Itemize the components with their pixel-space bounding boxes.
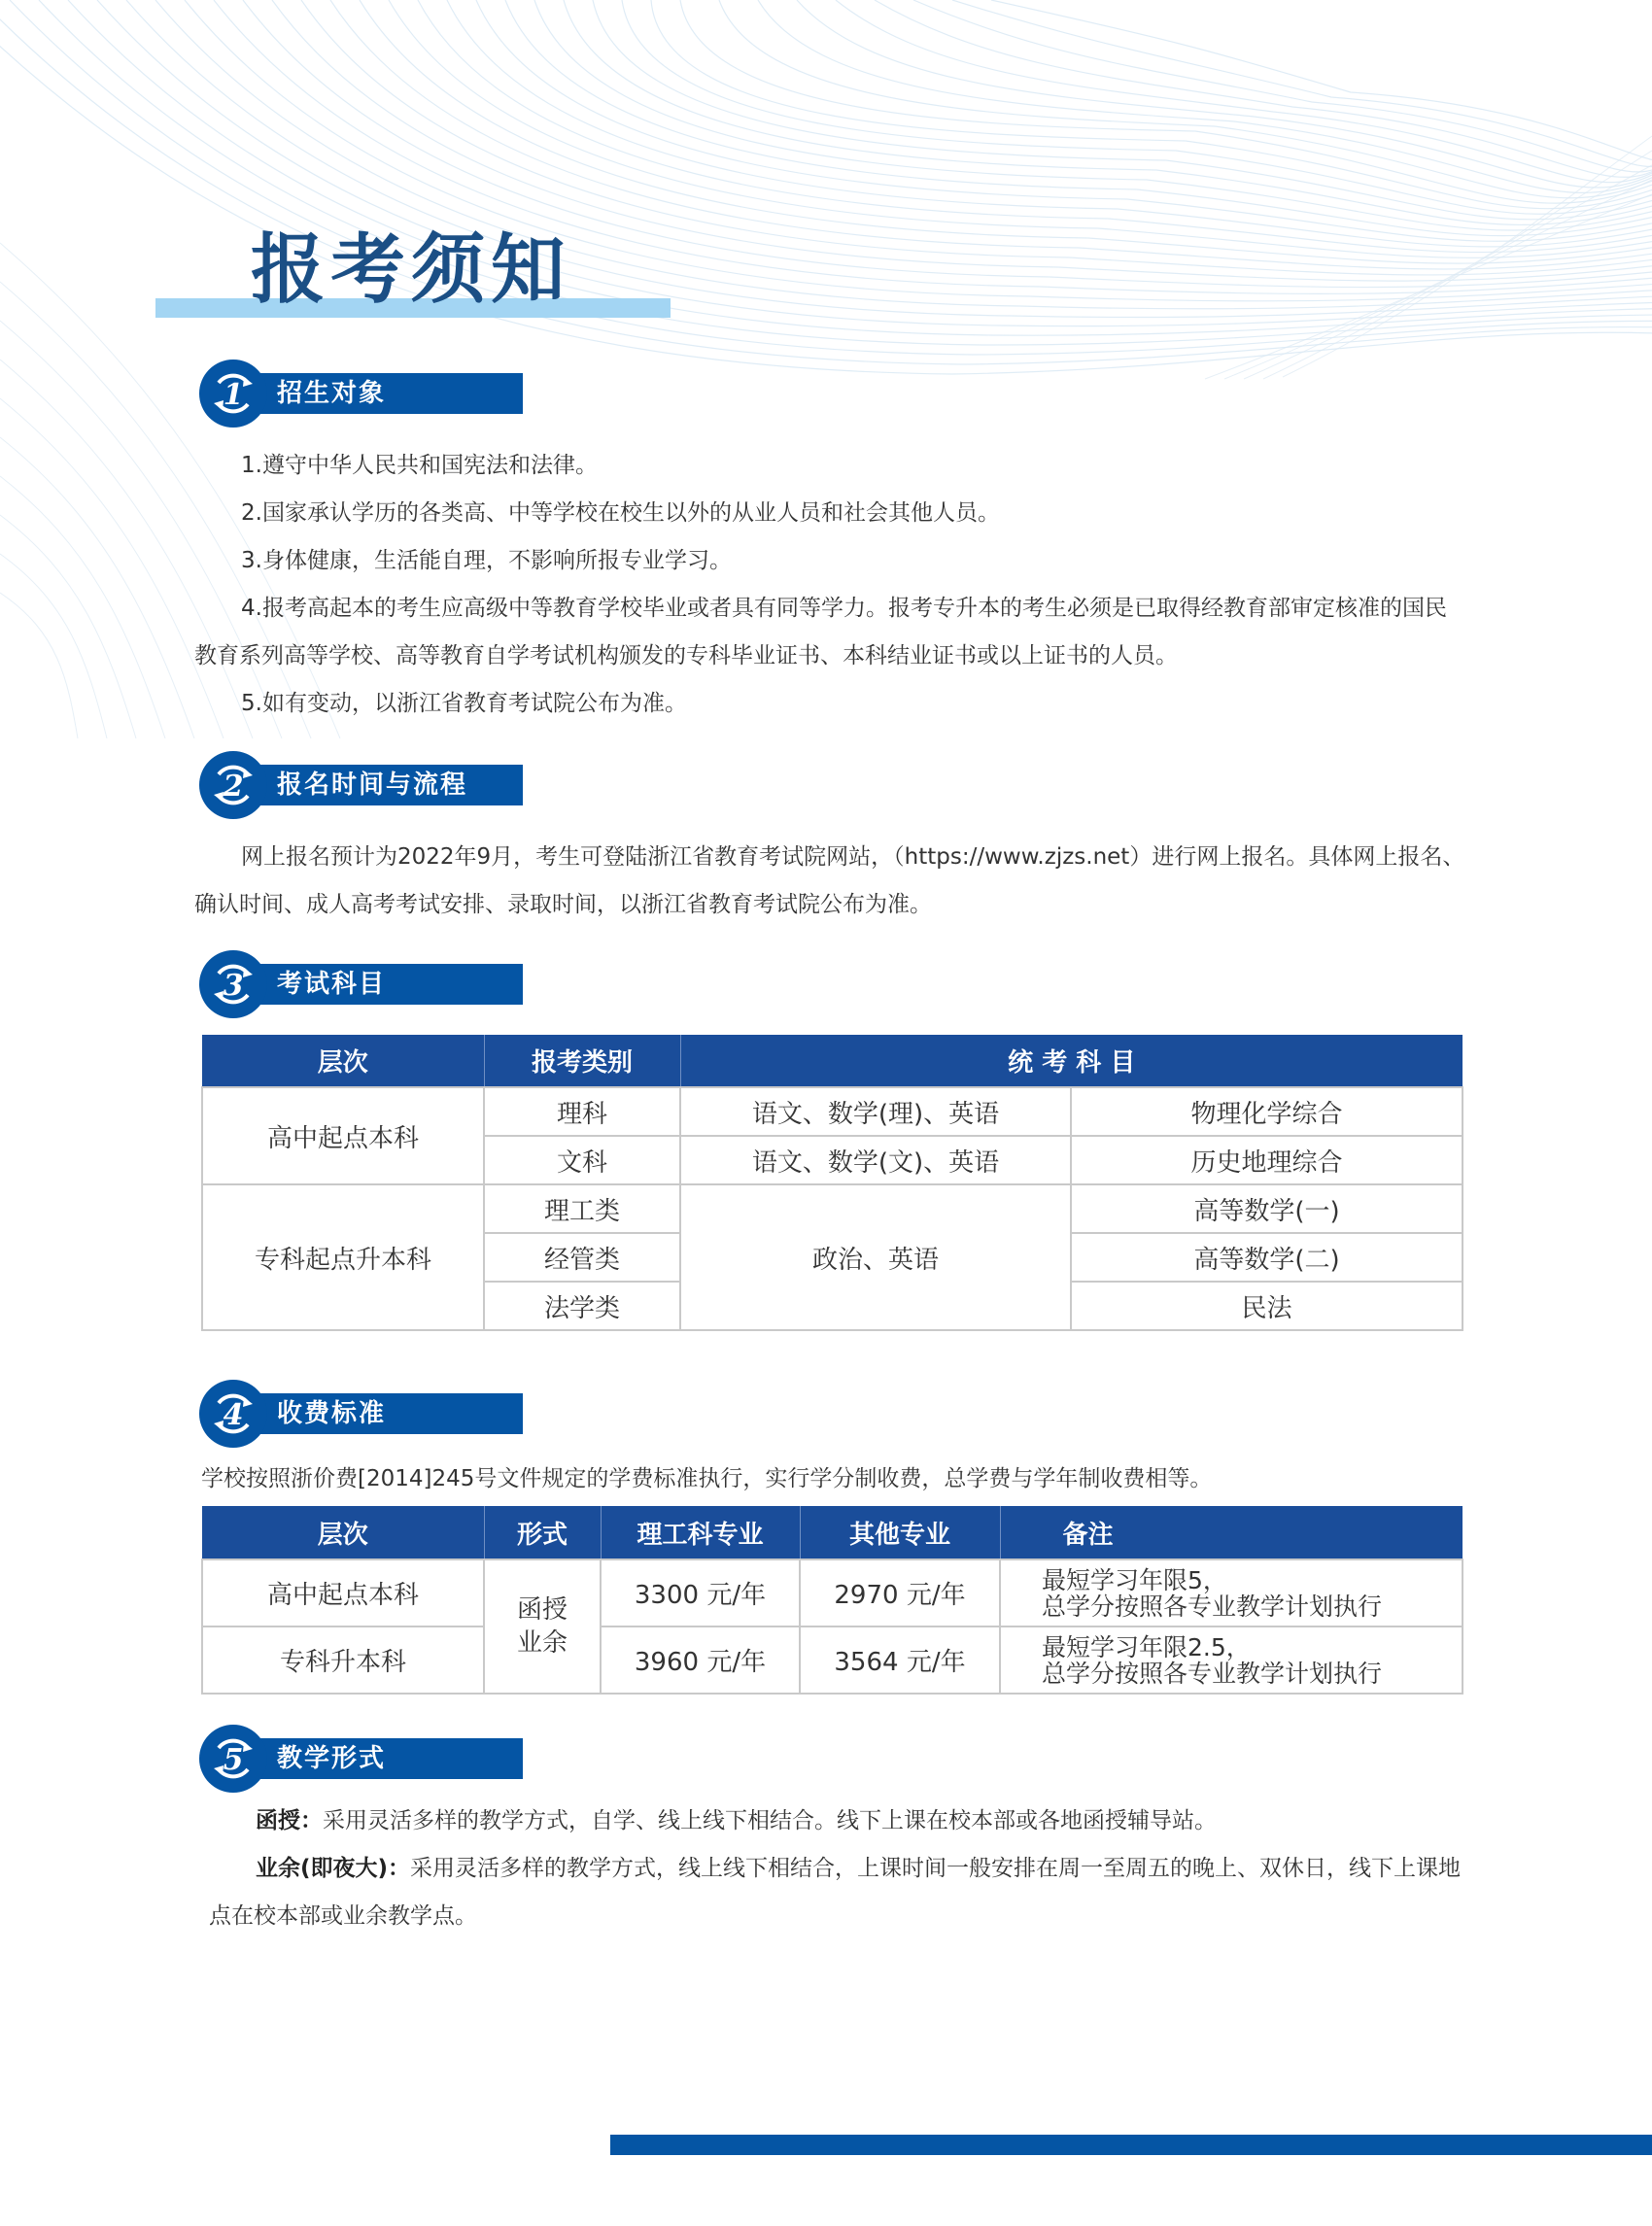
form-line: 函授 bbox=[516, 1595, 568, 1625]
header-note: 备注 bbox=[1000, 1506, 1463, 1559]
label-part-time: 业余(即夜大)： bbox=[256, 1856, 411, 1881]
enrollment-target-list bbox=[194, 442, 1467, 728]
circled-number-2-icon bbox=[199, 751, 267, 819]
header-level: 层次 bbox=[202, 1506, 484, 1559]
circled-number-5-icon bbox=[199, 1725, 267, 1793]
table-row bbox=[202, 1087, 1463, 1136]
section-title: 收费标准 bbox=[277, 1399, 387, 1428]
list-item: 2.国家承认学历的各类高、中等学校在校生以外的从业人员和社会其他人员。 bbox=[241, 500, 1000, 526]
cell-level: 高中起点本科 bbox=[202, 1087, 484, 1184]
list-item: 4.报考高起本的考生应高级中等教育学校毕业或者具有同等学力。报考专升本的考生必须是已取得经教育部审定核准的国民教育系列高等学校、高等教育自学考试机构颁发的专科毕业证书、本科结业证书或以上证书的人员。 bbox=[194, 596, 1447, 668]
section-header-exam-subjects bbox=[199, 950, 530, 1018]
paragraph: 网上报名预计为2022年9月，考生可登陆浙江省教育考试院网站，（https://www.zjzs.net）进行网上报名。具体网上报名、确认时间、成人高考考试安排、录取时间，以浙江省教育考试院公布为准。 bbox=[194, 844, 1465, 917]
section-title: 教学形式 bbox=[277, 1744, 387, 1773]
cell-note bbox=[1000, 1627, 1463, 1694]
note-line: 总学分按照各专业教学计划执行 bbox=[1042, 1659, 1383, 1688]
cell-level: 专科起点升本科 bbox=[202, 1184, 484, 1330]
section-header-enrollment-target bbox=[199, 360, 530, 428]
paragraph-correspondence bbox=[209, 1798, 1467, 1845]
cell-common: 政治、英语 bbox=[680, 1184, 1071, 1330]
cell-special: 民法 bbox=[1071, 1282, 1463, 1330]
cell-category: 理工类 bbox=[484, 1184, 680, 1233]
circled-number-3-icon bbox=[199, 950, 267, 1018]
section-header-fees bbox=[199, 1380, 530, 1448]
svg-text:4: 4 bbox=[223, 1398, 244, 1432]
note-line: 总学分按照各专业教学计划执行 bbox=[1042, 1592, 1383, 1621]
label-correspondence: 函授： bbox=[256, 1808, 323, 1833]
cell-category: 经管类 bbox=[484, 1233, 680, 1282]
cell-special: 高等数学(一) bbox=[1071, 1184, 1463, 1233]
list-item: 1.遵守中华人民共和国宪法和法律。 bbox=[241, 453, 598, 478]
cell-form bbox=[484, 1559, 601, 1694]
form-line: 业余 bbox=[516, 1628, 568, 1658]
section-header-teaching-format bbox=[199, 1725, 530, 1793]
footer-accent-bar bbox=[610, 2135, 1652, 2155]
text-part-time: 采用灵活多样的教学方式，线上线下相结合，上课时间一般安排在周一至周五的晚上、双休日，线下上课地点在校本部或业余教学点。 bbox=[209, 1856, 1462, 1929]
header-science-fee: 理工科专业 bbox=[601, 1506, 800, 1559]
cell-common: 语文、数学(文)、英语 bbox=[680, 1136, 1071, 1184]
cell-special: 高等数学(二) bbox=[1071, 1233, 1463, 1282]
svg-text:5: 5 bbox=[223, 1743, 244, 1777]
header-category: 报考类别 bbox=[484, 1035, 680, 1087]
table-row bbox=[202, 1184, 1463, 1233]
circled-number-4-icon bbox=[199, 1380, 267, 1448]
fees-table bbox=[201, 1506, 1463, 1695]
section-title: 报名时间与流程 bbox=[277, 771, 468, 800]
cell-other-fee: 3564 元/年 bbox=[800, 1627, 1000, 1694]
page-title: 报考须知 bbox=[251, 226, 571, 314]
table-row bbox=[202, 1627, 1463, 1694]
exam-subjects-table bbox=[201, 1035, 1463, 1331]
fee-intro-text: 学校按照浙价费[2014]245号文件规定的学费标准执行，实行学分制收费，总学费与学年制收费相等。 bbox=[201, 1466, 1213, 1491]
cell-common: 语文、数学(理)、英语 bbox=[680, 1087, 1071, 1136]
table-header-row bbox=[202, 1506, 1463, 1559]
registration-text bbox=[194, 834, 1467, 929]
cell-science-fee: 3300 元/年 bbox=[601, 1559, 800, 1627]
table-header-row bbox=[202, 1035, 1463, 1087]
cell-category: 法学类 bbox=[484, 1282, 680, 1330]
cell-category: 理科 bbox=[484, 1087, 680, 1136]
section-title: 招生对象 bbox=[277, 379, 387, 408]
cell-category: 文科 bbox=[484, 1136, 680, 1184]
list-item: 5.如有变动，以浙江省教育考试院公布为准。 bbox=[241, 691, 687, 716]
svg-text:1: 1 bbox=[223, 378, 244, 412]
header-other-fee: 其他专业 bbox=[800, 1506, 1000, 1559]
cell-special: 物理化学综合 bbox=[1071, 1087, 1463, 1136]
cell-level: 高中起点本科 bbox=[202, 1559, 484, 1627]
cell-level: 专科升本科 bbox=[202, 1627, 484, 1694]
circled-number-1-icon bbox=[199, 360, 267, 428]
list-item: 3.身体健康，生活能自理，不影响所报专业学习。 bbox=[241, 548, 732, 573]
cell-special: 历史地理综合 bbox=[1071, 1136, 1463, 1184]
cell-science-fee: 3960 元/年 bbox=[601, 1627, 800, 1694]
header-form: 形式 bbox=[484, 1506, 601, 1559]
section-header-registration bbox=[199, 751, 530, 819]
svg-text:2: 2 bbox=[223, 770, 244, 804]
paragraph-part-time bbox=[209, 1845, 1467, 1940]
table-row bbox=[202, 1559, 1463, 1627]
note-line: 最短学习年限2.5， bbox=[1042, 1632, 1251, 1661]
text-correspondence: 采用灵活多样的教学方式，自学、线上线下相结合。线下上课在校本部或各地函授辅导站。 bbox=[323, 1808, 1217, 1833]
cell-other-fee: 2970 元/年 bbox=[800, 1559, 1000, 1627]
note-line: 最短学习年限5， bbox=[1042, 1565, 1227, 1594]
svg-text:3: 3 bbox=[223, 969, 244, 1003]
header-level: 层次 bbox=[202, 1035, 484, 1087]
teaching-format-text bbox=[209, 1798, 1467, 1940]
cell-note bbox=[1000, 1559, 1463, 1627]
section-title: 考试科目 bbox=[277, 970, 387, 999]
header-subjects: 统 考 科 目 bbox=[680, 1035, 1463, 1087]
